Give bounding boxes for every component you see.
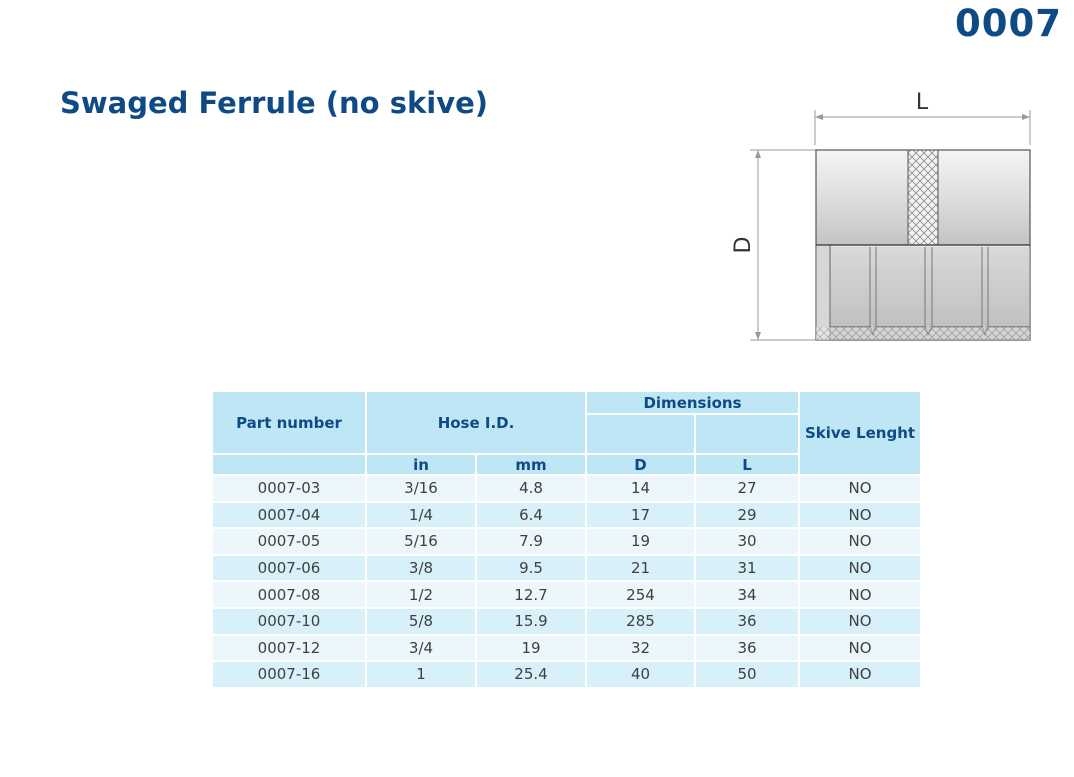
table-row	[212, 555, 921, 582]
cell-hose-in: 5/8	[366, 608, 476, 635]
header-blank-d	[586, 414, 695, 454]
cell-skive: NO	[799, 608, 921, 635]
cell-dim-l: 34	[695, 581, 799, 608]
cell-hose-in: 3/8	[366, 555, 476, 582]
cell-hose-mm: 12.7	[476, 581, 586, 608]
cell-hose-in: 5/16	[366, 528, 476, 555]
table-row	[212, 635, 921, 662]
header-l: L	[695, 454, 799, 475]
header-in: in	[366, 454, 476, 475]
table-row	[212, 502, 921, 529]
cell-dim-l: 31	[695, 555, 799, 582]
cell-part-number: 0007-16	[212, 661, 366, 688]
cell-dim-d: 254	[586, 581, 695, 608]
cell-skive: NO	[799, 581, 921, 608]
product-code: 0007	[955, 2, 1062, 45]
header-blank-l	[695, 414, 799, 454]
cell-hose-in: 3/16	[366, 475, 476, 502]
cell-part-number: 0007-08	[212, 581, 366, 608]
cell-dim-l: 50	[695, 661, 799, 688]
cell-part-number: 0007-04	[212, 502, 366, 529]
cell-part-number: 0007-12	[212, 635, 366, 662]
cell-dim-d: 19	[586, 528, 695, 555]
cell-dim-l: 36	[695, 608, 799, 635]
cell-hose-in: 1/4	[366, 502, 476, 529]
header-skive-length: Skive Lenght	[799, 391, 921, 475]
header-hose-id: Hose I.D.	[366, 391, 586, 454]
cell-skive: NO	[799, 475, 921, 502]
cell-skive: NO	[799, 635, 921, 662]
cell-part-number: 0007-06	[212, 555, 366, 582]
ferrule-technical-drawing	[720, 85, 1050, 355]
diameter-dimension	[731, 150, 816, 340]
header-part-number: Part number	[212, 391, 366, 454]
cell-hose-mm: 25.4	[476, 661, 586, 688]
length-dimension	[815, 90, 1030, 145]
cell-dim-l: 36	[695, 635, 799, 662]
cell-dim-d: 17	[586, 502, 695, 529]
cell-hose-mm: 15.9	[476, 608, 586, 635]
diameter-label: D	[731, 236, 756, 254]
cell-skive: NO	[799, 661, 921, 688]
cell-dim-d: 21	[586, 555, 695, 582]
cell-dim-d: 32	[586, 635, 695, 662]
header-dimensions: Dimensions	[586, 391, 799, 414]
cell-dim-l: 27	[695, 475, 799, 502]
cell-dim-d: 14	[586, 475, 695, 502]
cell-hose-mm: 7.9	[476, 528, 586, 555]
cell-hose-mm: 6.4	[476, 502, 586, 529]
page-title: Swaged Ferrule (no skive)	[60, 86, 489, 120]
cell-hose-mm: 19	[476, 635, 586, 662]
specifications-table	[211, 390, 922, 689]
cell-dim-d: 285	[586, 608, 695, 635]
cell-hose-mm: 9.5	[476, 555, 586, 582]
header-blank-part	[212, 454, 366, 475]
cell-dim-d: 40	[586, 661, 695, 688]
cell-part-number: 0007-05	[212, 528, 366, 555]
table-row	[212, 581, 921, 608]
cell-dim-l: 29	[695, 502, 799, 529]
header-d: D	[586, 454, 695, 475]
cell-part-number: 0007-10	[212, 608, 366, 635]
cell-skive: NO	[799, 528, 921, 555]
cell-hose-mm: 4.8	[476, 475, 586, 502]
cell-skive: NO	[799, 555, 921, 582]
cell-hose-in: 1	[366, 661, 476, 688]
header-mm: mm	[476, 454, 586, 475]
cell-part-number: 0007-03	[212, 475, 366, 502]
table-row	[212, 528, 921, 555]
table-row	[212, 608, 921, 635]
cell-dim-l: 30	[695, 528, 799, 555]
length-label: L	[915, 90, 929, 115]
table-row	[212, 661, 921, 688]
cell-skive: NO	[799, 502, 921, 529]
table-row	[212, 475, 921, 502]
cell-hose-in: 1/2	[366, 581, 476, 608]
cell-hose-in: 3/4	[366, 635, 476, 662]
